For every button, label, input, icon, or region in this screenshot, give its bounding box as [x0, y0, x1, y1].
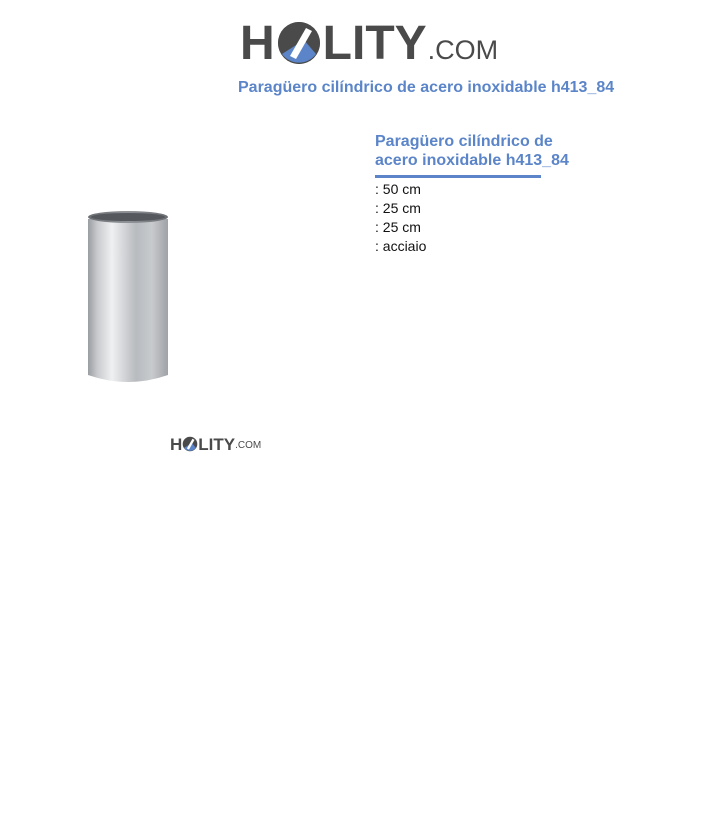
holity-watermark-logo [170, 433, 261, 453]
spec-depth: : 25 cm [375, 219, 421, 235]
product-title [375, 132, 575, 170]
title-divider [375, 175, 541, 178]
spec-height: : 50 cm [375, 181, 421, 197]
spec-material: : acciaio [375, 238, 427, 254]
holity-logo[interactable] [240, 12, 498, 68]
watermark-letters: LITY [198, 435, 236, 454]
watermark-o-icon [182, 436, 198, 452]
watermark-dotcom: .COM [235, 440, 262, 451]
watermark-letter-h: H [170, 435, 183, 454]
page-title: Paragüero cilíndrico de acero inoxidable h413_84 [238, 79, 615, 96]
spec-width: : 25 cm [375, 200, 421, 216]
product-image [82, 205, 174, 391]
product-info [375, 132, 575, 256]
product-title-line1: Paragüero cilíndrico de [375, 133, 553, 150]
logo-letter-h: H [240, 17, 275, 70]
product-title-line2: acero inoxidable h413_84 [375, 152, 569, 169]
logo-letters: LITY [322, 17, 427, 70]
logo-o-icon [276, 20, 322, 66]
logo-dotcom: .COM [427, 35, 499, 65]
